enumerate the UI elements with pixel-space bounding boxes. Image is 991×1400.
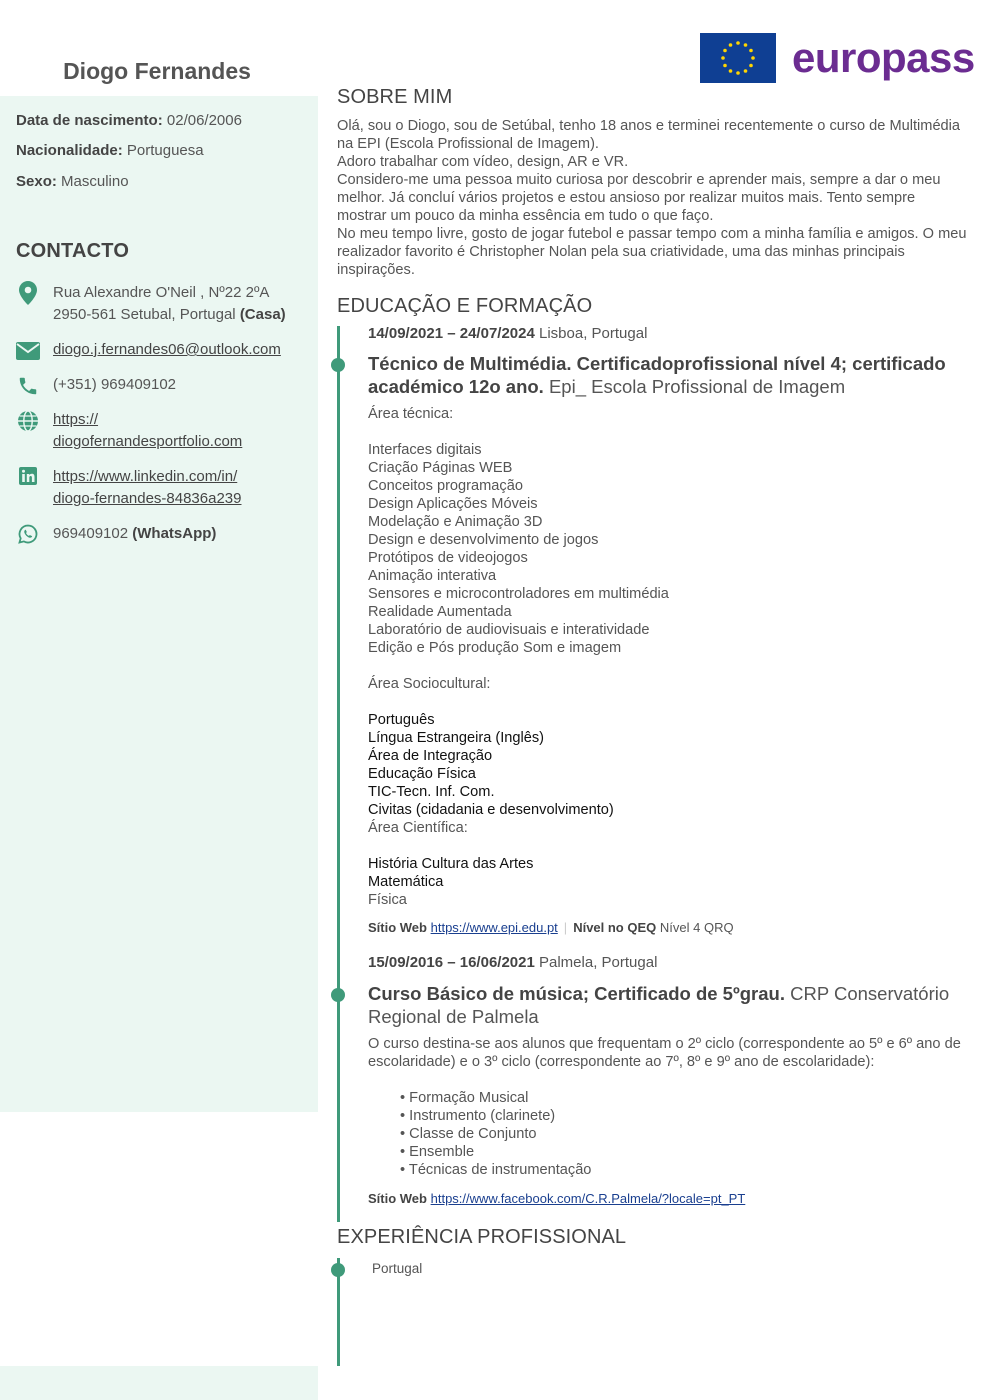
date-range: 15/09/2016 – 16/06/2021: [368, 954, 535, 971]
email-link[interactable]: diogo.j.fernandes06@outlook.com: [53, 341, 281, 358]
detail-line: Interfaces digitais: [368, 442, 482, 458]
detail-line: Português: [368, 712, 435, 728]
address-city: 2950-561 Setubal, Portugal: [53, 306, 236, 323]
detail-line: Educação Física: [368, 766, 476, 782]
detail-line: Área Sociocultural:: [368, 676, 491, 692]
detail-line: Conceitos programação: [368, 478, 523, 494]
nationality-label: Nacionalidade:: [16, 142, 123, 159]
address-line-2: [53, 304, 315, 326]
detail-line: Língua Estrangeira (Inglês): [368, 730, 545, 746]
school-website-link[interactable]: https://www.facebook.com/C.R.Palmela/?locale=pt_PT: [430, 1191, 746, 1206]
detail-line: Protótipos de videojogos: [368, 550, 528, 566]
experience-title: EXPERIÊNCIA PROFISSIONAL: [337, 1226, 627, 1248]
entry-location: Lisboa, Portugal: [539, 325, 648, 342]
sex: [16, 173, 129, 190]
linkedin-item: [53, 466, 315, 510]
address-tag: (Casa): [239, 306, 286, 323]
sidebar-panel-bottom: [0, 1366, 318, 1400]
globe-icon: [14, 408, 42, 434]
qeq-label: Nível no QEQ: [573, 920, 657, 935]
address-line-1: Rua Alexandre O'Neil , Nº22 2ºA: [53, 284, 270, 301]
bullet-item: • Classe de Conjunto: [400, 1125, 591, 1143]
entry-location: Palmela, Portugal: [539, 954, 658, 971]
location-icon: [14, 280, 42, 306]
website-line-2: diogofernandesportfolio.com: [53, 433, 243, 450]
detail-line: Design Aplicações Móveis: [368, 496, 538, 512]
birth-date-value: 02/06/2006: [166, 112, 242, 129]
institution-name: Epi_ Escola Profissional de Imagem: [548, 376, 846, 397]
detail-line: [368, 423, 968, 441]
timeline-dot: [331, 988, 345, 1002]
education-dates: [368, 954, 657, 971]
detail-line: Criação Páginas WEB: [368, 460, 513, 476]
nationality-value: Portuguesa: [126, 142, 204, 159]
whatsapp-item: [53, 523, 315, 545]
phone-icon: [14, 373, 42, 399]
course-description: O curso destina-se aos alunos que frequentam o 2º ciclo (correspondente ao 5º e 6º ano de escolaridade) e o 3º ciclo (correspondente ao 7º, 8º e 9º ano de escolaridade):: [368, 1036, 961, 1070]
phone-number: (+351) 969409102: [53, 376, 177, 393]
about-paragraph: Considero-me uma pessoa muito curiosa por descobrir e aprender mais, sempre a dar o meu melhor. Já concluí vários projetos e estou ansioso por realizar muitos mais. Tento sempre mostrar um pouco da minha essência em tudo o que faço.: [337, 172, 941, 224]
qualification-title: Curso Básico de música; Certificado de 5ºgrau.: [368, 983, 785, 1004]
detail-line: Matemática: [368, 874, 444, 890]
about-paragraph: Olá, sou o Diogo, sou de Setúbal, tenho 18 anos e terminei recentemente o curso de Multimédia na EPI (Escola Profissional de Imagem).: [337, 118, 961, 152]
europass-logo-text: europass: [792, 34, 975, 81]
experience-location: Portugal: [372, 1261, 423, 1276]
about-paragraph: Adoro trabalhar com vídeo, design, AR e VR.: [337, 154, 629, 170]
candidate-name: Diogo Fernandes: [63, 58, 251, 84]
address: [53, 282, 315, 326]
detail-line: Design e desenvolvimento de jogos: [368, 532, 599, 548]
bullet-item: • Ensemble: [400, 1143, 591, 1161]
email-icon: [14, 338, 42, 364]
detail-line: História Cultura das Artes: [368, 856, 534, 872]
about-text: [337, 117, 967, 279]
education-meta: [368, 920, 734, 935]
qualification-title: Técnico de Multimédia. Certificadoprofissional nível 4; certificado académico 12o ano.: [368, 353, 946, 397]
detail-line: Área técnica:: [368, 406, 454, 422]
bullet-item: • Técnicas de instrumentação: [400, 1161, 591, 1179]
detail-line: Área de Integração: [368, 748, 493, 764]
detail-line: Sensores e microcontroladores em multimédia: [368, 586, 669, 602]
education-dates: [368, 325, 647, 342]
sex-label: Sexo:: [16, 173, 57, 190]
course-bullet-list: [400, 1089, 591, 1179]
qeq-value: Nível 4 QRQ: [659, 920, 734, 935]
detail-line: [368, 657, 968, 675]
school-website-link[interactable]: https://www.epi.edu.pt: [430, 920, 558, 935]
bullet-item: • Formação Musical: [400, 1089, 591, 1107]
education-title: EDUCAÇÃO E FORMAÇÃO: [337, 295, 593, 317]
detail-line: Civitas (cidadania e desenvolvimento): [368, 802, 614, 818]
linkedin-line-1: https://www.linkedin.com/in/: [53, 468, 238, 485]
detail-line: Edição e Pós produção Som e imagem: [368, 640, 622, 656]
education-details: [368, 405, 968, 909]
eu-flag-logo: [700, 33, 776, 83]
birth-date: [16, 112, 242, 129]
detail-line: Física: [368, 892, 407, 908]
website-label: Sítio Web: [368, 1191, 427, 1206]
sex-value: Masculino: [61, 173, 129, 190]
education-meta: [368, 1191, 745, 1206]
detail-line: Animação interativa: [368, 568, 497, 584]
timeline-dot: [331, 358, 345, 372]
detail-line: Laboratório de audiovisuais e interatividade: [368, 622, 650, 638]
timeline-dot: [331, 1263, 345, 1277]
email-item: [53, 339, 315, 361]
date-range: 14/09/2021 – 24/07/2024: [368, 325, 535, 342]
nationality: [16, 142, 204, 159]
linkedin-link[interactable]: [53, 468, 242, 507]
education-entry-title: [368, 352, 968, 398]
whatsapp-icon: [14, 521, 42, 547]
detail-line: Área Científica:: [368, 820, 468, 836]
contact-title: CONTACTO: [16, 240, 130, 262]
birth-date-label: Data de nascimento:: [16, 112, 163, 129]
whatsapp-number: 969409102: [53, 525, 129, 542]
detail-line: Realidade Aumentada: [368, 604, 512, 620]
website-item: [53, 409, 315, 453]
linkedin-line-2: diogo-fernandes-84836a239: [53, 490, 242, 507]
about-paragraph: No meu tempo livre, gosto de jogar futebol e passar tempo com a minha família e amigos. O meu realizador favorito é Christopher Nolan pela sua criatividade, uma das minhas principais inspirações.: [337, 226, 967, 278]
bullet-item: • Instrumento (clarinete): [400, 1107, 591, 1125]
website-line-1: https://: [53, 411, 99, 428]
detail-line: TIC-Tecn. Inf. Com.: [368, 784, 495, 800]
meta-separator: |: [563, 920, 568, 935]
education-timeline: [337, 326, 340, 1222]
detail-line: [368, 693, 968, 711]
detail-line: [368, 837, 968, 855]
about-title: SOBRE MIM: [337, 86, 453, 108]
institution-name: CRP Conservatório Regional de Palmela: [368, 983, 950, 1027]
website-link[interactable]: [53, 411, 242, 450]
website-label: Sítio Web: [368, 920, 427, 935]
linkedin-icon: [14, 463, 42, 489]
detail-line: Modelação e Animação 3D: [368, 514, 543, 530]
whatsapp-tag: (WhatsApp): [132, 525, 217, 542]
education-entry-title: [368, 982, 968, 1028]
